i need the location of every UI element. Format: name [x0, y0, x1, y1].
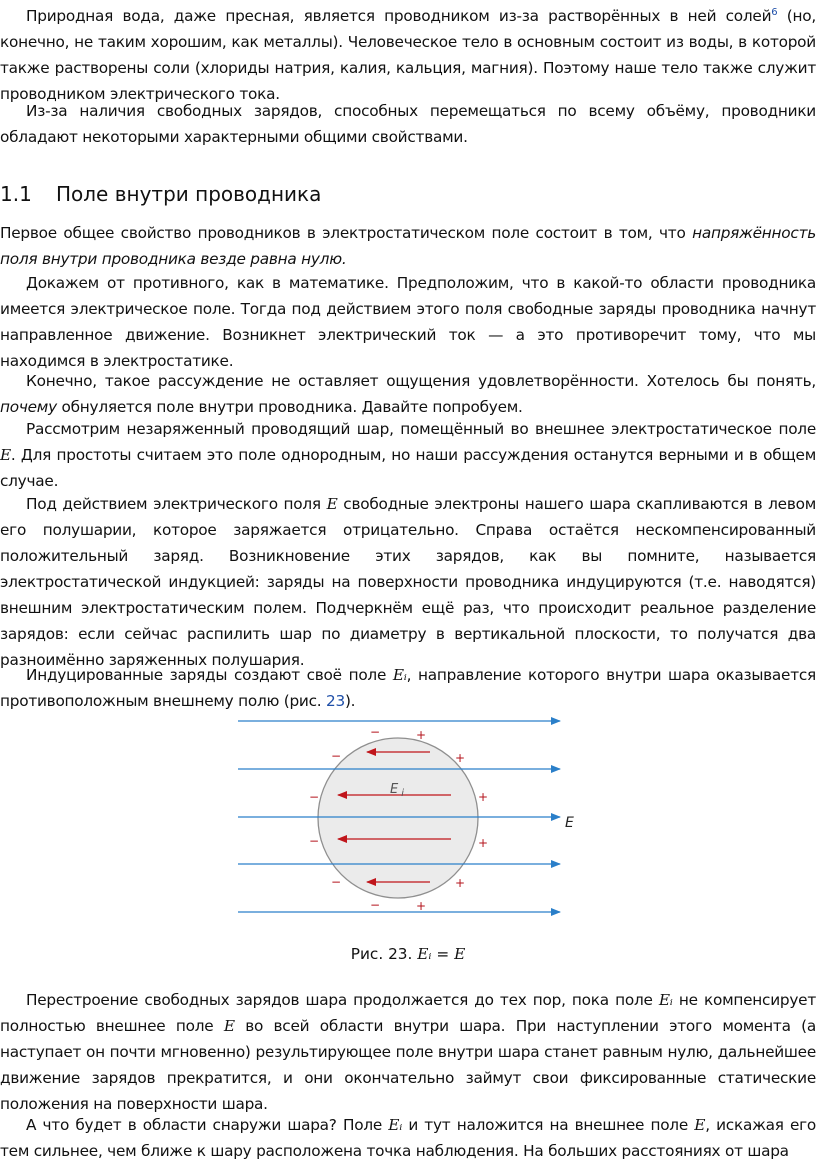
paragraph: Перестроение свободных зарядов шара продолжается до тех пор, пока поле Eᵢ не компенсирует полностью внешнее поле E во всей области внутри шара. При наступлении этого момента (а наступает он почти мгновенно) результирующее поле внутри шара станет равным нулю, дальнейшее движение зарядов прекратится, и они окончательно займут свои фиксированные статические положения на поверхности шара. [0, 991, 816, 1113]
paragraph: Индуцированные заряды создают своё поле Eᵢ, направление которого внутри шара оказывается противоположным внешнему полю (рис. 23). [0, 666, 816, 710]
section-title: Поле внутри проводника [56, 182, 322, 206]
footnote-link[interactable]: 6 [771, 7, 778, 18]
section-heading [0, 179, 321, 209]
paragraph: Конечно, такое рассуждение не оставляет ощущения удовлетворённости. Хотелось бы понять, почему обнуляется поле внутри проводника. Давайте попробуем. [0, 372, 816, 416]
external-field-label: E [565, 815, 574, 831]
conducting-sphere [318, 738, 478, 898]
paragraph: Из-за наличия свободных зарядов, способных перемещаться по всему объёму, проводники обладают некоторыми характерными общими свойствами. [0, 102, 816, 146]
minus-sign: − [309, 790, 320, 804]
plus-sign: + [416, 728, 427, 742]
minus-sign: − [370, 725, 381, 739]
minus-sign: − [331, 749, 342, 763]
minus-sign: − [309, 834, 320, 848]
figure-induction-diagram [0, 714, 816, 919]
plus-sign: + [416, 899, 427, 913]
plus-sign: + [455, 876, 466, 890]
paragraph: Докажем от противного, как в математике. Предположим, что в какой-то области проводника имеется электрическое поле. Тогда под действием этого поля свободные заряды проводника начнут направленное движение. Возникнет электрический ток — а это противоречит тому, что мы находимся в электростатике. [0, 274, 816, 370]
paragraph: Первое общее свойство проводников в электростатическом поле состоит в том, что напряжённость поля внутри проводника везде равна нулю. [0, 224, 816, 268]
figure-caption: Рис. 23. Eᵢ = E [350, 945, 466, 963]
minus-sign: − [331, 875, 342, 889]
plus-sign: + [478, 836, 489, 850]
paragraph: Под действием электрического поля E свободные электроны нашего шара скапливаются в левом его полушарии, которое заряжается отрицательно. Справа остаётся нескомпенсированный положительный заряд. Возникновение этих зарядов, как вы помните, называется электростатической индукцией: заряды на поверхности проводника индуцируются (т.е. наводятся) внешним электростатическим полем. Подчеркнём ещё раз, что происходит реальное разделение зарядов: если сейчас распилить шар по диаметру в вертикальной плоскости, то получатся два разноимённо заряженных полушария. [0, 495, 816, 669]
figure-reference-link[interactable]: 23 [325, 692, 345, 710]
paragraph: А что будет в области снаружи шара? Поле Eᵢ и тут наложится на внешнее поле E, искажая его тем сильнее, чем ближе к шару расположена точка наблюдения. На больших расстояниях от шара [0, 1116, 816, 1160]
plus-sign: + [455, 751, 466, 765]
plus-sign: + [478, 790, 489, 804]
paragraph: Природная вода, даже пресная, является проводником из-за растворённых в ней солей$^6$ (но, конечно, не таким хорошим, как металлы). Человеческое тело в основным состоит из воды, в которой также растворены соли (хлориды натрия, калия, кальция, магния). Поэтому наше тело также служит проводником электрического тока. [0, 7, 816, 103]
induced-field-label: E $_i$ [390, 782, 404, 799]
section-number: 1.1 [0, 182, 32, 206]
minus-sign: − [370, 898, 381, 912]
paragraph: Рассмотрим незаряженный проводящий шар, помещённый во внешнее электростатическое поле E. Для простоты считаем это поле однородным, но наши рассуждения останутся верными и в общем случае. [0, 420, 816, 490]
